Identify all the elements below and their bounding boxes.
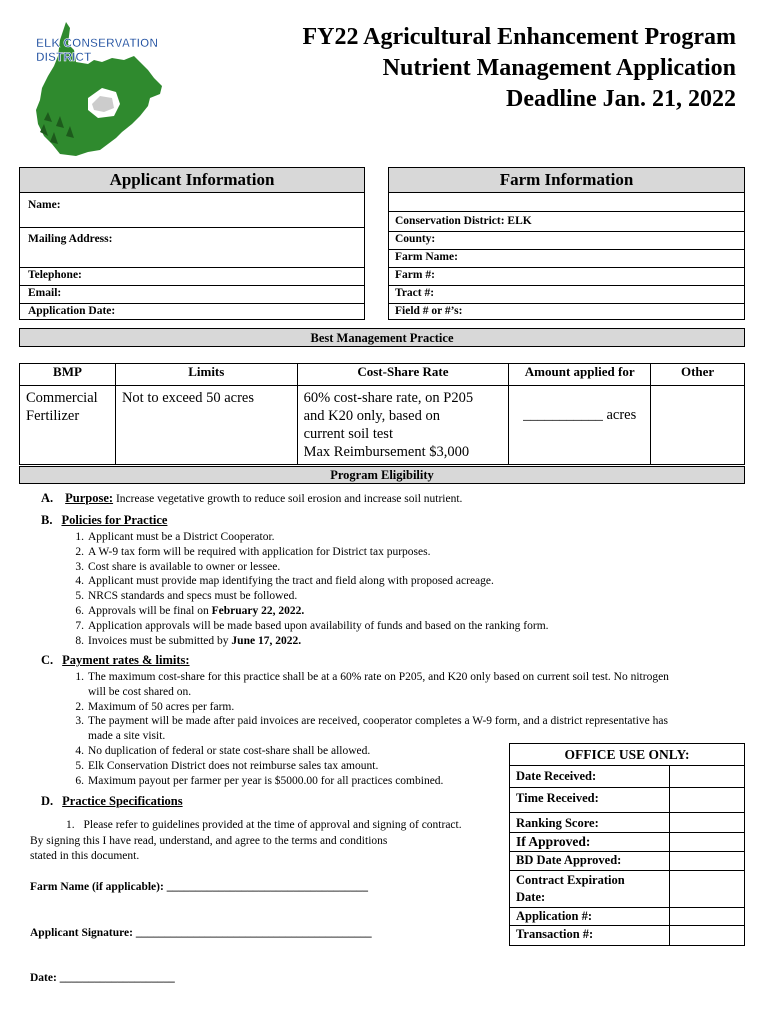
conservation-district-field: Conservation District: ELK [395, 215, 532, 227]
section-purpose [41, 489, 741, 507]
list-item [75, 670, 731, 700]
application-number-label: Application #: [510, 908, 670, 925]
section-title: Purpose: [65, 491, 114, 505]
field-number-field[interactable]: Field # or #’s: [395, 305, 463, 317]
section-title: Practice Specifications [62, 794, 183, 808]
list-item [75, 530, 741, 545]
application-number-value[interactable] [670, 908, 744, 925]
elk-conservation-district-logo [30, 20, 178, 162]
section-title: Payment rates & limits: [62, 653, 190, 667]
office-use-only-header: OFFICE USE ONLY: [510, 744, 744, 766]
list-item-number: 6. [75, 604, 84, 617]
list-item-text-continued: will be cost shared on. [88, 685, 192, 698]
list-item-text: Maximum payout per farmer per year is $5000.00 for all practices combined. [88, 774, 444, 787]
list-item [75, 634, 741, 649]
list-item-number: 4. [75, 744, 84, 757]
farm-number-field[interactable]: Farm #: [395, 269, 435, 281]
bd-date-approved-label: BD Date Approved: [510, 852, 670, 870]
title-line-1: FY22 Agricultural Enhancement Program [302, 24, 736, 50]
list-item: 1. Please refer to guidelines provided at the time of approval and signing of contract. [66, 819, 462, 831]
if-approved-value[interactable] [670, 833, 744, 851]
divider [389, 211, 744, 212]
list-item-number: 2. [75, 545, 84, 558]
list-item [75, 589, 741, 604]
divider [389, 285, 744, 286]
list-item-number: 2. [75, 700, 84, 713]
bmp-cell: Commercial Fertilizer [20, 386, 116, 465]
transaction-number-value[interactable] [670, 926, 744, 945]
list-item-text: Elk Conservation District does not reimburse sales tax amount. [88, 759, 379, 772]
list-item-number: 7. [75, 619, 84, 632]
divider [20, 303, 364, 304]
list-item-text: The payment will be made after paid invoices are received, cooperator completes a W-9 form, and a district representative has [88, 715, 668, 728]
date-received-value[interactable] [670, 766, 744, 787]
divider [20, 285, 364, 286]
ranking-score-label: Ranking Score: [510, 813, 670, 832]
farm-name-signature-line[interactable]: Farm Name (if applicable): ___________________________________ [30, 881, 368, 893]
applicant-information-box [19, 167, 365, 320]
agreement-statement: By signing this I have read, understand, and agree to the terms and conditions stated in this document. [30, 835, 388, 862]
section-letter: C. [41, 653, 54, 667]
applicant-information-header: Applicant Information [20, 168, 364, 193]
column-header-other: Other [651, 364, 745, 386]
date-received-label: Date Received: [510, 766, 670, 787]
document-title [302, 22, 736, 115]
list-item-text: No duplication of federal or state cost-share shall be allowed. [88, 744, 371, 757]
list-item-number: 1. [75, 531, 84, 543]
bd-date-approved-value[interactable] [670, 852, 744, 870]
list-item [75, 545, 741, 560]
list-item-number: 5. [75, 590, 84, 603]
divider [389, 231, 744, 232]
column-header-bmp: BMP [20, 364, 116, 386]
mailing-address-field[interactable]: Mailing Address: [28, 233, 113, 245]
contract-expiration-date-label: Contract Expiration Date: [510, 871, 670, 907]
date-signature-line[interactable]: Date: ____________________ [30, 972, 175, 984]
list-item-text: The maximum cost-share for this practice shall be at a 60% rate on P205, and K20 only based on current soil test. No nitrogen [88, 671, 669, 683]
divider [20, 227, 364, 228]
list-item-number: 1. [75, 671, 84, 683]
list-item-text: Applicant must provide map identifying the tract and field along with proposed acreage. [88, 575, 494, 588]
time-received-value[interactable] [670, 788, 744, 812]
list-item [75, 700, 731, 715]
list-item [75, 714, 731, 744]
column-header-amount-applied-for: Amount applied for [509, 364, 651, 386]
list-item-number: 4. [75, 575, 84, 588]
list-item-number: 6. [75, 774, 84, 787]
divider [389, 249, 744, 250]
email-field[interactable]: Email: [28, 287, 62, 299]
tract-number-field[interactable]: Tract #: [395, 287, 435, 299]
contract-expiration-date-value[interactable] [670, 871, 744, 907]
list-item-date: February 22, 2022. [211, 604, 305, 617]
bmp-table [19, 363, 745, 465]
list-item-text: Application approvals will be made based upon availability of funds and based on the ranking form. [88, 619, 549, 632]
list-item-text: A W-9 tax form will be required with application for District tax purposes. [88, 545, 431, 558]
cost-share-rate-cell: 60% cost-share rate, on P205 and K20 only, based on current soil test Max Reimbursement $3,000 [297, 386, 509, 465]
program-eligibility-title: Program Eligibility [330, 468, 434, 482]
application-date-field[interactable]: Application Date: [28, 305, 116, 317]
best-management-practice-title: Best Management Practice [310, 331, 454, 345]
title-line-2: Nutrient Management Application [382, 55, 736, 81]
time-received-label: Time Received: [510, 788, 670, 812]
list-item-number: 8. [75, 634, 84, 647]
divider [389, 267, 744, 268]
section-letter: B. [41, 513, 53, 527]
table-row [20, 386, 745, 465]
svg-text:ELK CONSERVATION: ELK CONSERVATION [36, 36, 159, 50]
list-item-number: 3. [75, 560, 84, 573]
ranking-score-value[interactable] [670, 813, 744, 832]
list-item-number: 5. [75, 759, 84, 772]
limits-cell: Not to exceed 50 acres [115, 386, 297, 465]
list-item-date: June 17, 2022. [231, 634, 302, 647]
farm-name-field[interactable]: Farm Name: [395, 251, 458, 263]
best-management-practice-bar [19, 328, 745, 347]
other-cell[interactable] [651, 386, 745, 465]
name-field[interactable]: Name: [28, 199, 61, 211]
title-line-3: Deadline Jan. 21, 2022 [505, 86, 736, 112]
list-item [75, 619, 741, 634]
divider [389, 303, 744, 304]
list-item-number: 3. [75, 715, 84, 728]
section-letter: D. [41, 794, 54, 808]
purpose-text: Increase vegetative growth to reduce soil erosion and increase soil nutrient. [113, 493, 463, 505]
section-practice-specifications [41, 792, 511, 833]
svg-text:DISTRICT: DISTRICT [36, 50, 92, 64]
policies-list [75, 530, 741, 648]
list-item-text: Approvals will be final on [88, 604, 212, 617]
list-item-text: Cost share is available to owner or lessee. [88, 560, 281, 573]
transaction-number-label: Transaction #: [510, 926, 670, 945]
list-item-text: Applicant must be a District Cooperator. [88, 531, 275, 543]
farm-information-header: Farm Information [389, 168, 744, 193]
amount-applied-for-cell[interactable] [509, 386, 651, 465]
section-policies [41, 511, 741, 648]
farm-information-box [388, 167, 745, 320]
list-item-text: Maximum of 50 acres per farm. [88, 700, 235, 713]
amount-acres-input[interactable]: ___________ acres [523, 407, 637, 423]
telephone-field[interactable]: Telephone: [28, 269, 82, 281]
list-item [75, 560, 741, 575]
county-field[interactable]: County: [395, 233, 436, 245]
office-use-only-box [509, 743, 745, 946]
list-item [75, 574, 741, 589]
column-header-cost-share-rate: Cost-Share Rate [297, 364, 509, 386]
bmp-table-header-row [20, 364, 745, 386]
section-letter: A. [41, 491, 54, 505]
list-item-text: Invoices must be submitted by [88, 634, 232, 647]
applicant-signature-line[interactable]: Applicant Signature: _________________________________________ [30, 927, 372, 939]
list-item-text-continued: made a site visit. [88, 730, 166, 743]
list-item [75, 604, 741, 619]
list-item-text: NRCS standards and specs must be followed. [88, 590, 298, 603]
if-approved-label: If Approved: [510, 833, 670, 851]
column-header-limits: Limits [115, 364, 297, 386]
section-title: Policies for Practice [61, 513, 168, 527]
program-eligibility-bar [19, 466, 745, 484]
divider [20, 267, 364, 268]
